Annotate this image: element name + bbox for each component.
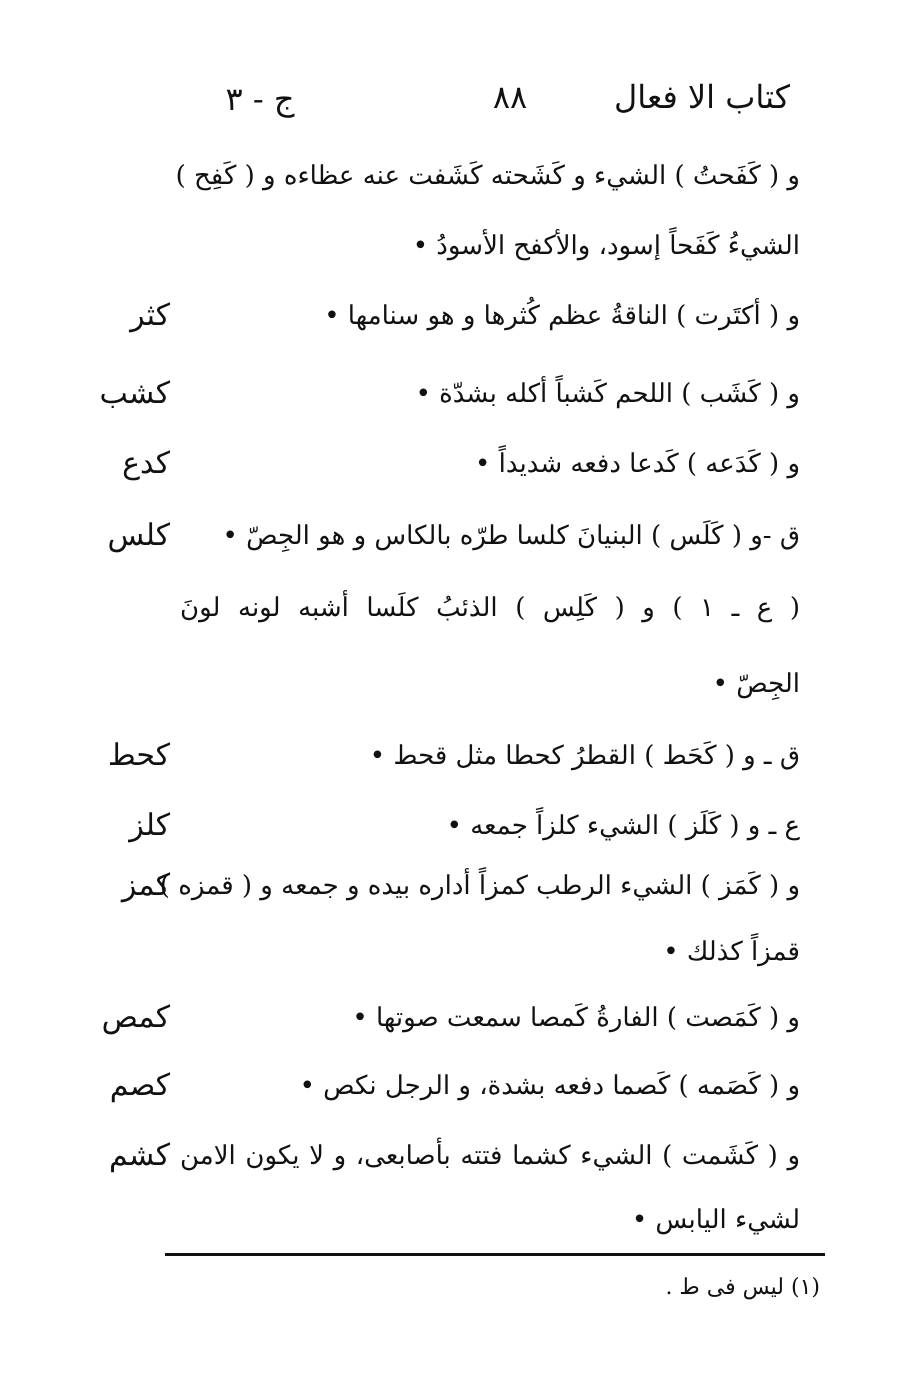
text-line: ( ع ـ ١ ) و ( كَلِس ) الذئبُ كلَسا أشبه لونه لونَ (180, 593, 800, 623)
margin-root: كمز (121, 868, 170, 903)
margin-root: كلس (107, 518, 170, 553)
margin-root: كمص (101, 1000, 170, 1035)
text-line: و ( كَمَصت ) الفارةُ كَمصا سمعت صوتها • (352, 1003, 800, 1033)
text-line: لشيء اليابس • (631, 1205, 800, 1235)
text-line: و ( كَشَب ) اللحم كَشباً أكله بشدّة • (415, 379, 800, 409)
text-line: و ( كَمَز ) الشيء الرطب كمزاً أداره بيده و جمعه و ( قمزه ) (159, 871, 800, 901)
text-line: قمزاً كذلك • (663, 937, 800, 967)
volume-part: ج - ٣ (225, 80, 295, 118)
text-line: ع ـ و ( كَلَز ) الشيء كلزاً جمعه • (446, 811, 800, 841)
margin-root: كشم (108, 1138, 170, 1173)
margin-root: كدع (122, 446, 170, 481)
footnote-divider (165, 1253, 825, 1256)
margin-root: كشب (99, 376, 170, 411)
margin-root: كثر (130, 298, 170, 333)
text-line: الشيءُ كَفَحاً إسود، والأكفح الأسودُ • (412, 231, 800, 261)
text-line: و ( أكتَرت ) الناقةُ عظم كُثرها و هو سنامها • (324, 301, 800, 331)
text-line: و ( كَصَمه ) كَصما دفعه بشدة، و الرجل نكص • (299, 1071, 800, 1101)
text-line: ق ـ و ( كَحَط ) القطرُ كحطا مثل قحط • (369, 741, 800, 771)
text-line: و ( كَشَمت ) الشيء كشما فتته بأصابعى، و لا يكون الامن (180, 1141, 800, 1171)
page-number: ٨٨ (492, 78, 528, 116)
margin-root: كحط (107, 738, 170, 773)
text-line: و ( كَفَحتُ ) الشيء و كَشَحته كَشَفت عنه عظاءه و ( كَفِح ) (175, 161, 800, 191)
text-line: الجِصّ • (712, 669, 800, 699)
footnote: (١) ليس فى ط . (665, 1275, 820, 1300)
text-line: و ( كَدَعه ) كَدعا دفعه شديداً • (475, 449, 800, 479)
margin-root: كلز (129, 808, 170, 843)
margin-root: كصم (109, 1068, 170, 1103)
book-title: كتاب الا فعال (614, 78, 790, 116)
text-line: ق -و ( كَلَس ) البنيانَ كلسا طرّه بالكاس و هو الجِصّ • (222, 521, 800, 551)
